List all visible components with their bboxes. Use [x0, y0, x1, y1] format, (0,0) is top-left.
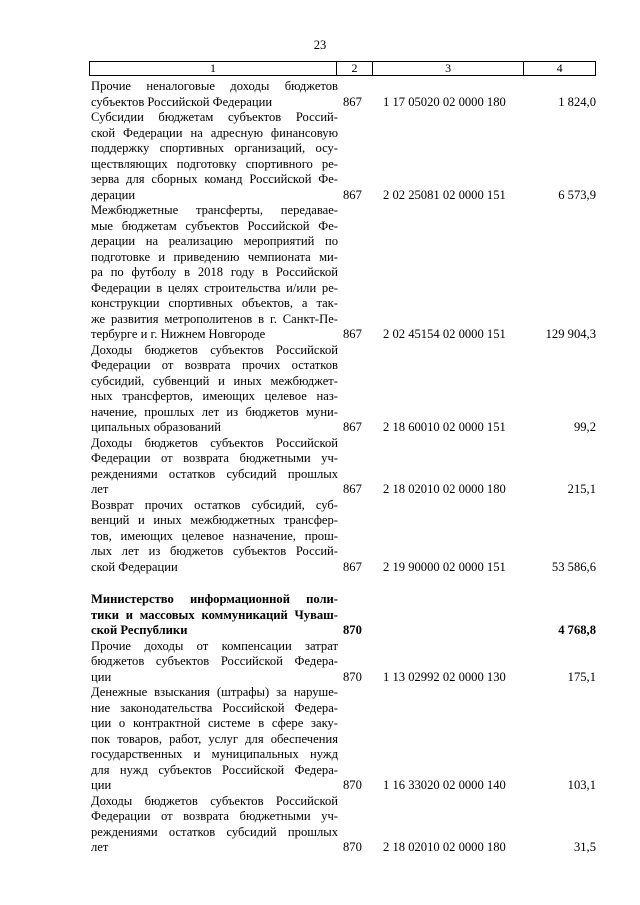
row-sum: 4 768,8 — [558, 623, 596, 637]
table-row — [91, 592, 596, 639]
row-org-code: 870 — [343, 778, 362, 792]
row-name-line: подготовке и приведению чемпионата ми- — [91, 249, 338, 264]
row-name-line: для нужд субъектов Российской Федера- — [91, 762, 338, 777]
row-name-line: же развития метрополитенов в г. Санкт-Пе- — [91, 311, 338, 326]
row-budget-code: 2 02 45154 02 0000 151 — [383, 327, 506, 341]
header-col-2: 2 — [337, 62, 373, 75]
row-org-code: 870 — [343, 669, 362, 684]
row-name-line: ществляющих подготовку спортивного ре- — [91, 156, 338, 171]
row-budget-code: 2 18 60010 02 0000 151 — [383, 420, 506, 434]
row-name — [91, 436, 338, 498]
row-name-line: субъектов Российской Федерации — [91, 94, 273, 109]
row-name-line: Субсидии бюджетам субъектов Россий- — [91, 110, 338, 124]
row-name-line: тов, имеющих целевое назначение, прош- — [91, 528, 338, 543]
row-name-line: Денежные взыскания (штрафы) за наруше- — [91, 685, 338, 699]
row-name-line: ние законодательства Российской Федера- — [91, 700, 338, 715]
row-name-line: ции — [91, 669, 112, 684]
row-name-line: мые бюджетам субъектов Российской Фе- — [91, 218, 338, 233]
row-budget-code: 2 18 02010 02 0000 180 — [383, 840, 506, 854]
row-name-line: ции — [91, 778, 112, 792]
row-org-code: 867 — [343, 94, 362, 109]
row-name-line: Доходы бюджетов субъектов Российской — [91, 793, 338, 808]
row-name — [91, 592, 338, 639]
row-name-line: Министерство информационной поли- — [91, 592, 338, 606]
row-name-line: Прочие неналоговые доходы бюджетов — [91, 79, 338, 93]
row-name — [91, 79, 338, 110]
row-name-line: тики и массовых коммуникаций Чуваш- — [91, 607, 338, 622]
section-spacer — [91, 575, 596, 592]
row-budget-code: 1 13 02992 02 0000 130 — [383, 669, 506, 684]
row-sum: 215,1 — [567, 482, 596, 496]
table-row — [91, 436, 596, 498]
row-name-line: поддержку спортивных организаций, осу- — [91, 141, 338, 155]
row-budget-code: 1 17 05020 02 0000 180 — [383, 94, 506, 109]
row-name-line: государственных и муниципальных нужд — [91, 747, 338, 761]
row-name-line: Доходы бюджетов субъектов Российской — [91, 435, 338, 450]
row-name-line: Федерации от возврата прочих остатков — [91, 358, 338, 372]
row-name-line: субсидий, субвенций и иных межбюджет- — [91, 373, 338, 388]
row-sum: 175,1 — [567, 669, 596, 684]
table-row — [91, 498, 596, 576]
row-name-line: Федерации в целях строительства и/или ре- — [91, 280, 338, 295]
row-sum: 99,2 — [573, 420, 596, 434]
row-sum: 1 824,0 — [558, 94, 596, 109]
row-name-line: Прочие доходы от компенсации затрат — [91, 638, 338, 653]
row-name-line: лет — [91, 482, 109, 496]
row-name-line: венций и иных межбюджетных трансфер- — [91, 513, 338, 527]
row-sum: 53 586,6 — [551, 559, 596, 574]
row-name-line: ской Федерации — [91, 559, 178, 574]
row-name-line: Федерации от возврата бюджетными уч- — [91, 809, 338, 823]
row-org-code: 867 — [343, 187, 362, 202]
row-name — [91, 639, 338, 686]
row-name-line: реждениями остатков субсидий прошлых — [91, 466, 338, 481]
row-org-code: 870 — [343, 623, 362, 637]
row-name-line: Федерации от возврата бюджетными уч- — [91, 451, 338, 465]
row-name — [91, 203, 338, 343]
row-sum: 31,5 — [573, 840, 596, 854]
row-name — [91, 110, 338, 203]
row-name-line: Возврат прочих остатков субсидий, суб- — [91, 497, 338, 512]
row-budget-code: 2 19 90000 02 0000 151 — [383, 559, 506, 574]
row-name-line: лет — [91, 840, 109, 854]
row-budget-code: 1 16 33020 02 0000 140 — [383, 778, 506, 792]
row-sum: 6 573,9 — [558, 187, 596, 202]
row-sum: 103,1 — [567, 778, 596, 792]
row-name-line: конструкции спортивных объектов, а так- — [91, 296, 338, 310]
row-name-line: ской Федерации на адресную финансовую — [91, 125, 338, 140]
table-row — [91, 79, 596, 110]
row-name-line: пок товаров, работ, услуг для обеспечения — [91, 731, 338, 746]
row-name-line: ра по футболу в 2018 году в Российской — [91, 265, 338, 279]
row-name-line: реждениями остатков субсидий прошлых — [91, 824, 338, 839]
table-row — [91, 343, 596, 436]
row-org-code: 867 — [343, 482, 362, 496]
table-row — [91, 794, 596, 856]
row-org-code: 867 — [343, 327, 362, 341]
row-name — [91, 498, 338, 576]
row-name-line: начение, прошлых лет из бюджетов муни- — [91, 404, 338, 419]
header-col-1: 1 — [90, 62, 337, 75]
row-sum: 129 904,3 — [545, 327, 596, 341]
table-header — [89, 61, 596, 76]
row-name — [91, 794, 338, 856]
row-name-line: бюджетов субъектов Российской Федера- — [91, 654, 338, 668]
row-name-line: ской Республики — [91, 623, 188, 637]
row-budget-code: 2 02 25081 02 0000 151 — [383, 187, 506, 202]
page-number: 23 — [313, 38, 327, 52]
row-name-line: лых лет из бюджетов субъектов Россий- — [91, 544, 338, 558]
table-row — [91, 203, 596, 343]
row-org-code: 867 — [343, 420, 362, 434]
row-name-line: дерации на реализацию мероприятий по — [91, 234, 338, 248]
header-col-4: 4 — [556, 61, 563, 75]
row-name — [91, 685, 338, 794]
row-name-line: тербурге и г. Нижнем Новгороде — [91, 327, 266, 341]
table-row — [91, 639, 596, 686]
row-name-line: ных трансфертов, имеющих целевое наз- — [91, 389, 338, 403]
row-name-line: зерва для сборных команд Российской Фе- — [91, 172, 338, 186]
row-org-code: 867 — [343, 559, 362, 574]
table-row — [91, 110, 596, 203]
row-name-line: дерации — [91, 187, 136, 202]
row-name — [91, 343, 338, 436]
header-col-3: 3 — [373, 62, 524, 75]
table-row — [91, 685, 596, 794]
row-name-line: Межбюджетные трансферты, передавае- — [91, 203, 338, 217]
row-name-line: ции о контрактной системе в сфере заку- — [91, 716, 338, 730]
table-body — [91, 79, 596, 856]
row-org-code: 870 — [343, 840, 362, 854]
row-name-line: Доходы бюджетов субъектов Российской — [91, 342, 338, 357]
row-name-line: ципальных образований — [91, 420, 221, 434]
row-budget-code: 2 18 02010 02 0000 180 — [383, 482, 506, 496]
